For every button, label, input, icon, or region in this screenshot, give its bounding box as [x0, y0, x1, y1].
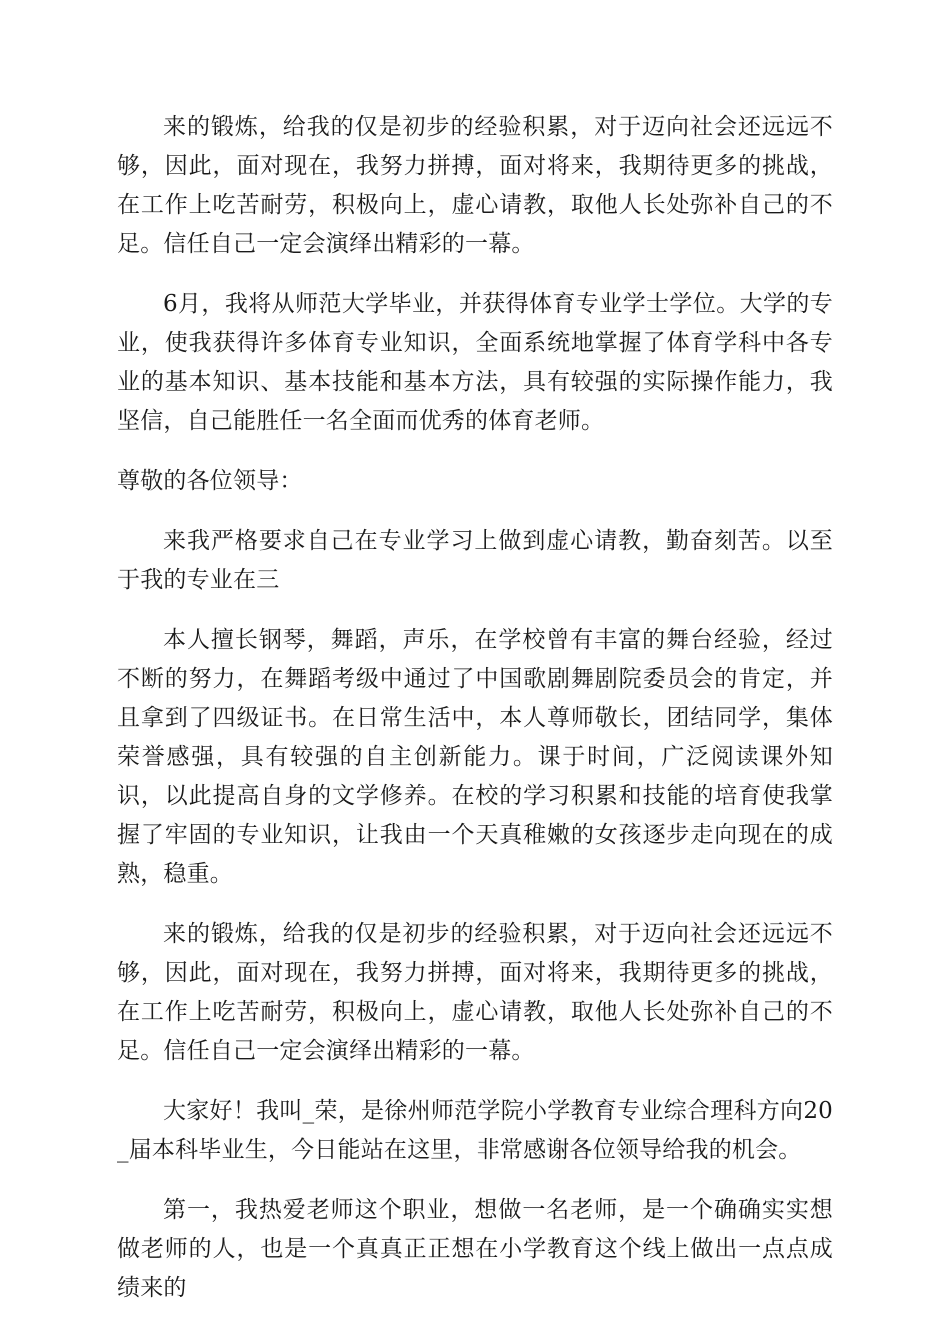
paragraph: 来的锻炼，给我的仅是初步的经验积累，对于迈向社会还远远不够，因此，面对现在，我努力拼搏，面对将来，我期待更多的挑战，在工作上吃苦耐劳，积极向上，虚心请教，取他人长处弥补自己的不足。信任自己一定会演绎出精彩的一幕。	[117, 114, 833, 257]
paragraph: 来的锻炼，给我的仅是初步的经验积累，对于迈向社会还远远不够，因此，面对现在，我努力拼搏，面对将来，我期待更多的挑战，在工作上吃苦耐劳，积极向上，虚心请教，取他人长处弥补自己的不足。信任自己一定会演绎出精彩的一幕。	[117, 921, 833, 1064]
salutation: 尊敬的各位领导：	[117, 468, 303, 494]
paragraph: 第一，我热爱老师这个职业，想做一名老师，是一个确确实实想做老师的人，也是一个真真正正想在小学教育这个线上做出一点点成绩来的	[117, 1197, 833, 1301]
paragraph: 6月，我将从师范大学毕业，并获得体育专业学士学位。大学的专业，使我获得许多体育专业知识，全面系统地掌握了体育学科中各专业的基本知识、基本技能和基本方法，具有较强的实际操作能力，我坚信，自己能胜任一名全面而优秀的体育老师。	[117, 291, 833, 434]
paragraph: 本人擅长钢琴，舞蹈，声乐，在学校曾有丰富的舞台经验，经过不断的努力，在舞蹈考级中通过了中国歌剧舞剧院委员会的肯定，并且拿到了四级证书。在日常生活中，本人尊师敬长，团结同学，集体荣誉感强，具有较强的自主创新能力。课于时间，广泛阅读课外知识，以此提高自身的文学修养。在校的学习积累和技能的培育使我掌握了牢固的专业知识，让我由一个天真稚嫩的女孩逐步走向现在的成熟，稳重。	[117, 627, 833, 887]
paragraph: 来我严格要求自己在专业学习上做到虚心请教，勤奋刻苦。以至于我的专业在三	[117, 528, 833, 593]
paragraph: 大家好！我叫_荣，是徐州师范学院小学教育专业综合理科方向20_届本科毕业生，今日能站在这里，非常感谢各位领导给我的机会。	[117, 1098, 833, 1163]
document-body	[117, 108, 833, 1329]
